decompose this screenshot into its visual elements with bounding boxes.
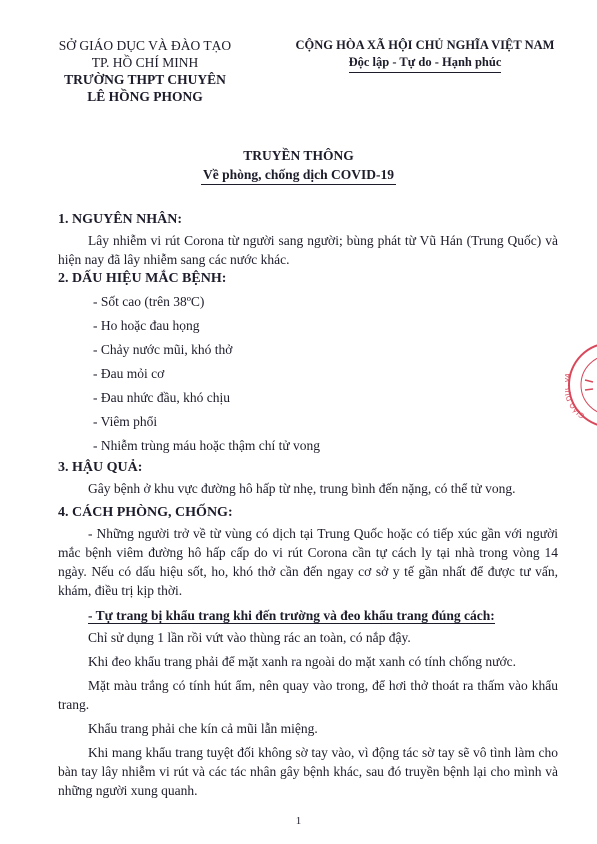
school-name-line1: TRƯỜNG THPT CHUYÊN	[64, 72, 226, 87]
seal-icon	[565, 340, 597, 430]
list-item: - Đau nhức đầu, khó chịu	[93, 390, 231, 405]
section-4-paragraph: - Những người trở về từ vùng có dịch tại Trung Quốc hoặc có tiếp xúc gần với người mắc bệnh viêm đường hô hấp cấp do vi rút Corona cần tự cách ly tại nhà trong vòng 14 ngày. Nếu có dấu hiệu sốt, ho, khó thở cần đến ngay cơ sở y tế gần nhất để được tư vấn, khám, điều trị kịp thời.	[58, 526, 558, 598]
list-item: - Đau mỏi cơ	[93, 366, 165, 381]
symptom-list	[58, 290, 558, 458]
document-subtitle: Về phòng, chống dịch COVID-19	[201, 166, 396, 185]
school-name-line2: LÊ HỒNG PHONG	[87, 89, 203, 104]
section-4-paragraph: Khi đeo khẩu trang phải để mặt xanh ra ngoài do mặt xanh có tính chống nước.	[88, 654, 516, 669]
dept-name-line1: SỞ GIÁO DỤC VÀ ĐÀO TẠO	[58, 38, 232, 53]
section-4-paragraph: Mặt màu trắng có tính hút ẩm, nên quay vào trong, để hơi thở thoát ra thấm vào khẩu trang.	[58, 678, 558, 712]
nation-name: CỘNG HÒA XÃ HỘI CHỦ NGHĨA VIỆT NAM	[295, 38, 555, 52]
list-item: - Ho hoặc đau họng	[93, 318, 200, 333]
section-4-paragraph: Khẩu trang phải che kín cả mũi lẫn miệng.	[88, 721, 318, 736]
section-4-paragraph: Khi mang khẩu trang tuyệt đối không sờ tay vào, vì động tác sờ tay sẽ vô tình làm cho bàn tay lây nhiễm vi rút và các tác nhân gây bệnh khác, sau đó truyền bệnh lại cho mình và những người xung quanh.	[58, 745, 558, 798]
national-motto: Độc lập - Tự do - Hạnh phúc	[349, 54, 502, 73]
section-1-heading: 1. NGUYÊN NHÂN:	[58, 212, 183, 227]
section-2-heading: 2. DẤU HIỆU MẮC BỆNH:	[58, 271, 227, 286]
section-4-heading: 4. CÁCH PHÒNG, CHỐNG:	[58, 505, 233, 520]
subtitle-wrap	[0, 166, 597, 185]
header-right	[280, 37, 570, 73]
list-item: - Nhiễm trùng máu hoặc thậm chí tử vong	[93, 438, 321, 453]
list-item: - Chảy nước mũi, khó thở	[93, 342, 233, 357]
seal-text: GIÁO D	[565, 394, 587, 420]
section-3-heading: 3. HẬU QUẢ:	[58, 460, 143, 475]
page-number: 1	[295, 815, 302, 827]
mask-subheading	[58, 606, 558, 625]
section-3-text: Gây bệnh ở khu vực đường hô hấp từ nhẹ, trung bình đến nặng, có thể tử vong.	[88, 481, 516, 496]
red-seal-stamp	[565, 340, 597, 435]
document-body	[58, 210, 558, 800]
header-left	[40, 37, 250, 105]
mask-subheading-text: - Tự trang bị khẩu trang khi đến trường và đeo khẩu trang đúng cách:	[88, 608, 495, 623]
section-4-paragraph: Chỉ sử dụng 1 lần rồi vứt vào thùng rác an toàn, có nắp đậy.	[88, 630, 411, 645]
section-1-text: Lây nhiễm vi rút Corona từ người sang người; bùng phát từ Vũ Hán (Trung Quốc) và hiện nay đã lây nhiễm sang các nước khác.	[58, 233, 558, 267]
list-item: - Viêm phổi	[93, 414, 158, 429]
list-item: - Sốt cao (trên 38ºC)	[93, 294, 205, 309]
document-title: TRUYỀN THÔNG	[243, 148, 354, 163]
dept-name-line2: TP. HỒ CHÍ MINH	[91, 55, 199, 70]
